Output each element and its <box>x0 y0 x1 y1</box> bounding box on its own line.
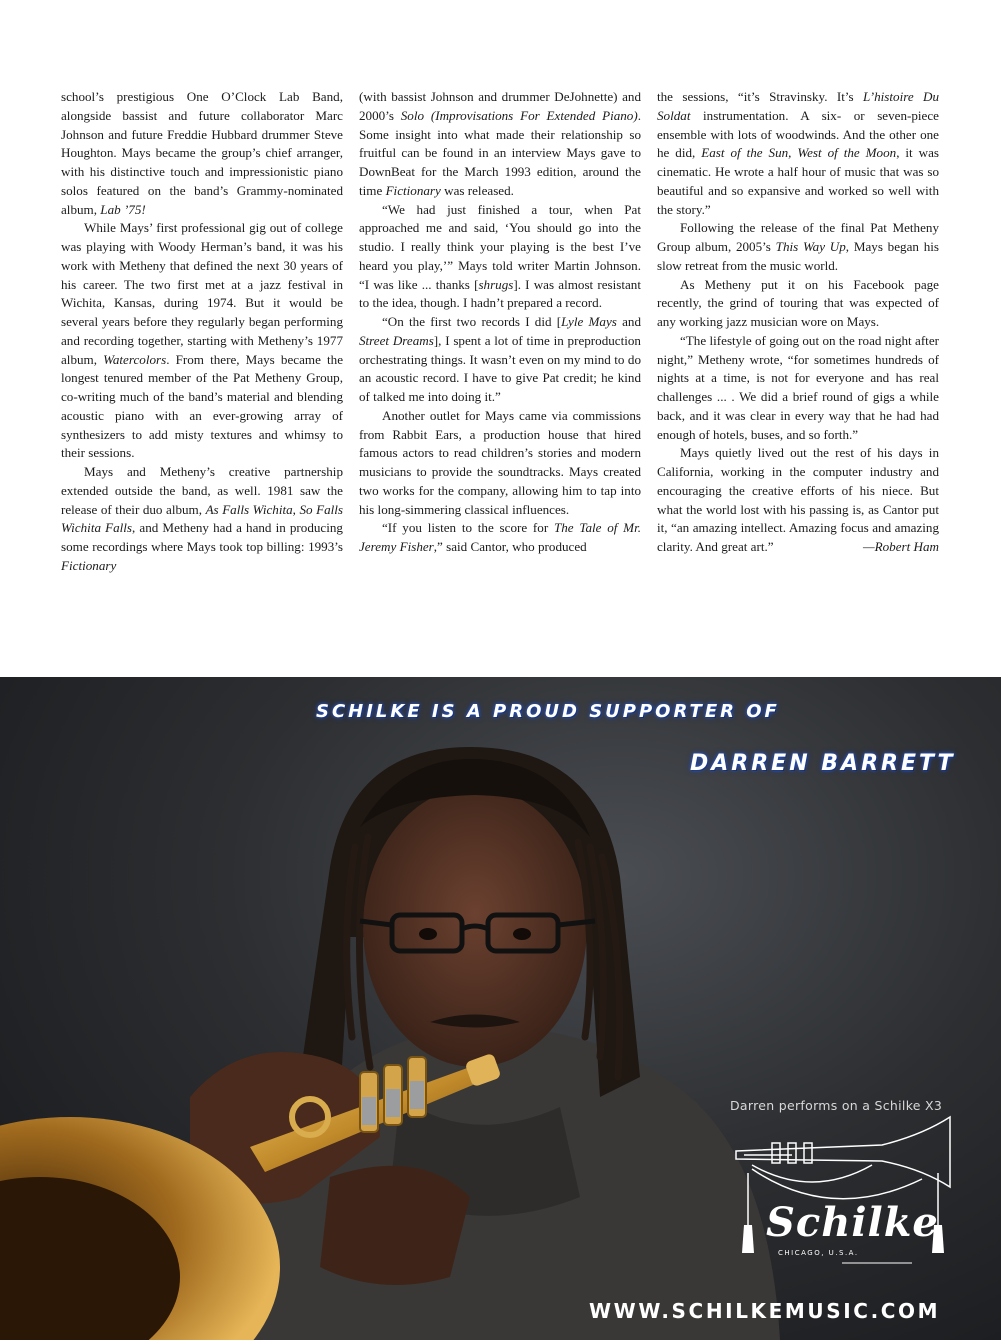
text: (with bassist Johnson and drummer DeJohnette) and 2000’s <box>359 89 641 123</box>
paragraph <box>359 313 641 407</box>
text: ]. I was almost resistant to the idea, though. I hadn’t prepared a record. <box>359 276 641 311</box>
text: ], I spent a lot of time in preproduction orchestrating things. It wasn’t even on my mind to do an acoustic record. I have to give Pat credit; he kind of talked me into doing it.” <box>359 332 641 404</box>
text: school’s prestigious One O’Clock Lab Band, alongside bassist and future collaborator Marc Johnson and future Freddie Hubbard drummer Steve Houghton. Mays became the group’s chief arranger, with his distinctive touch and impressionistic piano solos featured on the band’s Grammy-nominated album, <box>61 89 343 217</box>
paragraph <box>657 444 939 557</box>
text: As Metheny put it on his Facebook page recently, the grind of touring that was expected of any working jazz musician wore on Mays. <box>657 276 939 329</box>
text: , Mays began his slow retreat from the music world. <box>657 239 939 273</box>
text: “The lifestyle of going out on the road night after night,” Metheny wrote, “for sometimes hundreds of nights at a time, is not for everyone and has real challenges ... . We did a brief round of gigs a while back, and it was clear in every way that he had had enough of hotels, buses, and so forth.” <box>657 332 939 442</box>
album-title: Lyle Mays <box>561 314 617 329</box>
ad-tagline: SCHILKE IS A PROUD SUPPORTER OF <box>316 701 780 722</box>
byline: —Robert Ham <box>862 539 939 554</box>
text: instrumentation. A six- or seven-piece ensemble with lots of woodwinds. And the other one he did, <box>657 107 939 161</box>
paragraph <box>657 88 939 219</box>
article-column-1 <box>61 88 343 576</box>
ad-caption: Darren performs on a Schilke X3 <box>730 1098 943 1113</box>
text: Following the release of the final Pat Metheny Group album, 2005’s <box>657 220 939 254</box>
album-title: This Way Up <box>775 239 846 254</box>
schilke-logotype: Schilke <box>766 1199 939 1246</box>
work-title: East of the Sun, West of the Moon <box>701 145 897 161</box>
paragraph <box>657 219 939 275</box>
album-title: Fictionary <box>61 557 117 573</box>
paragraph <box>359 201 641 314</box>
paragraph <box>359 519 641 557</box>
album-title: Fictionary <box>385 182 441 198</box>
text: ,” said Cantor, who produced <box>433 539 587 554</box>
text: , it was cinematic. He wrote a half hour of music that was so beautiful and so expansive and worked so well with the story.” <box>657 145 939 217</box>
emphasis: shrugs <box>478 276 514 292</box>
paragraph <box>61 463 343 576</box>
album-title: Street Dreams <box>359 332 434 348</box>
text: , and Metheny had a hand in producing some recordings where Mays took top billing: 1993’s <box>61 520 343 554</box>
album-title: Watercolors <box>103 351 167 367</box>
paragraph <box>657 276 939 332</box>
text: . Some insight into what made their relationship so fruitful can be found in an interview Mays gave to DownBeat for the March 1993 edition, around the time <box>359 107 641 198</box>
work-title: L’histoire Du Soldat <box>657 89 939 123</box>
text: “On the first two records I did [ <box>382 314 562 329</box>
website-link[interactable]: WWW.SCHILKEMUSIC.COM <box>589 1299 941 1323</box>
paragraph <box>359 88 641 201</box>
album-title: Solo (Improvisations For Extended Piano) <box>400 107 638 123</box>
album-title: Lab ’75! <box>100 201 146 217</box>
text: was released. <box>444 182 514 198</box>
article-text <box>61 88 941 576</box>
text: Mays and Metheny’s creative partnership extended outside the band, as well. 1981 saw the release of their duo album, <box>61 464 343 517</box>
text: While Mays’ first professional gig out of college was playing with Woody Herman’s band, it was his work with Metheny that defined the next 30 years of his career. The two first met at a jazz festival in Wichita, Kansas, during 1974. But it would be several years before they regularly began performing and recording together, starting with Metheny’s 1977 album, <box>61 220 343 367</box>
text: Mays quietly lived out the rest of his days in California, working in the computer industry and encouraging the creative efforts of his niece. But what the world lost with his passing is, as Cantor put it, “an amazing intellect. Amazing focus and amazing clarity. And great art.” <box>657 445 939 554</box>
text: Another outlet for Mays came via commissions from Rabbit Ears, a production house that hired famous actors to read children’s stories and modern musicians to provide the soundtracks. Mays created two works for the company, allowing him to tap into his long-simmering classical influences. <box>359 407 641 517</box>
work-title: The Tale of Mr. Jeremy Fisher <box>359 520 641 554</box>
article-column-2 <box>359 88 641 576</box>
album-title: As Falls Wichita, So Falls Wichita Falls <box>61 501 343 536</box>
artist-name: DARREN BARRETT <box>690 751 956 776</box>
paragraph <box>657 332 939 445</box>
text: “If you listen to the score for <box>382 520 549 536</box>
brand-location: CHICAGO, U.S.A. <box>778 1249 859 1257</box>
text: “We had just finished a tour, when Pat approached me and said, ‘You should go into the studio. I really think your playing is the best I’ve heard you play,’” Mays told writer Martin Johnson. “I was like ... thanks [ <box>359 201 641 292</box>
article-column-3 <box>657 88 939 576</box>
text: the sessions, “it’s Stravinsky. It’s <box>657 89 854 104</box>
paragraph <box>61 219 343 463</box>
paragraph <box>61 88 343 219</box>
text: and <box>622 314 641 329</box>
paragraph <box>359 407 641 520</box>
text: . From there, Mays became the longest tenured member of the Pat Metheny Group, co-writing much of the band’s material and blending acoustic piano with an ever-growing array of synthesizers to add misty textures and whimsy to their sessions. <box>61 351 344 461</box>
schilke-advertisement <box>0 677 1001 1340</box>
